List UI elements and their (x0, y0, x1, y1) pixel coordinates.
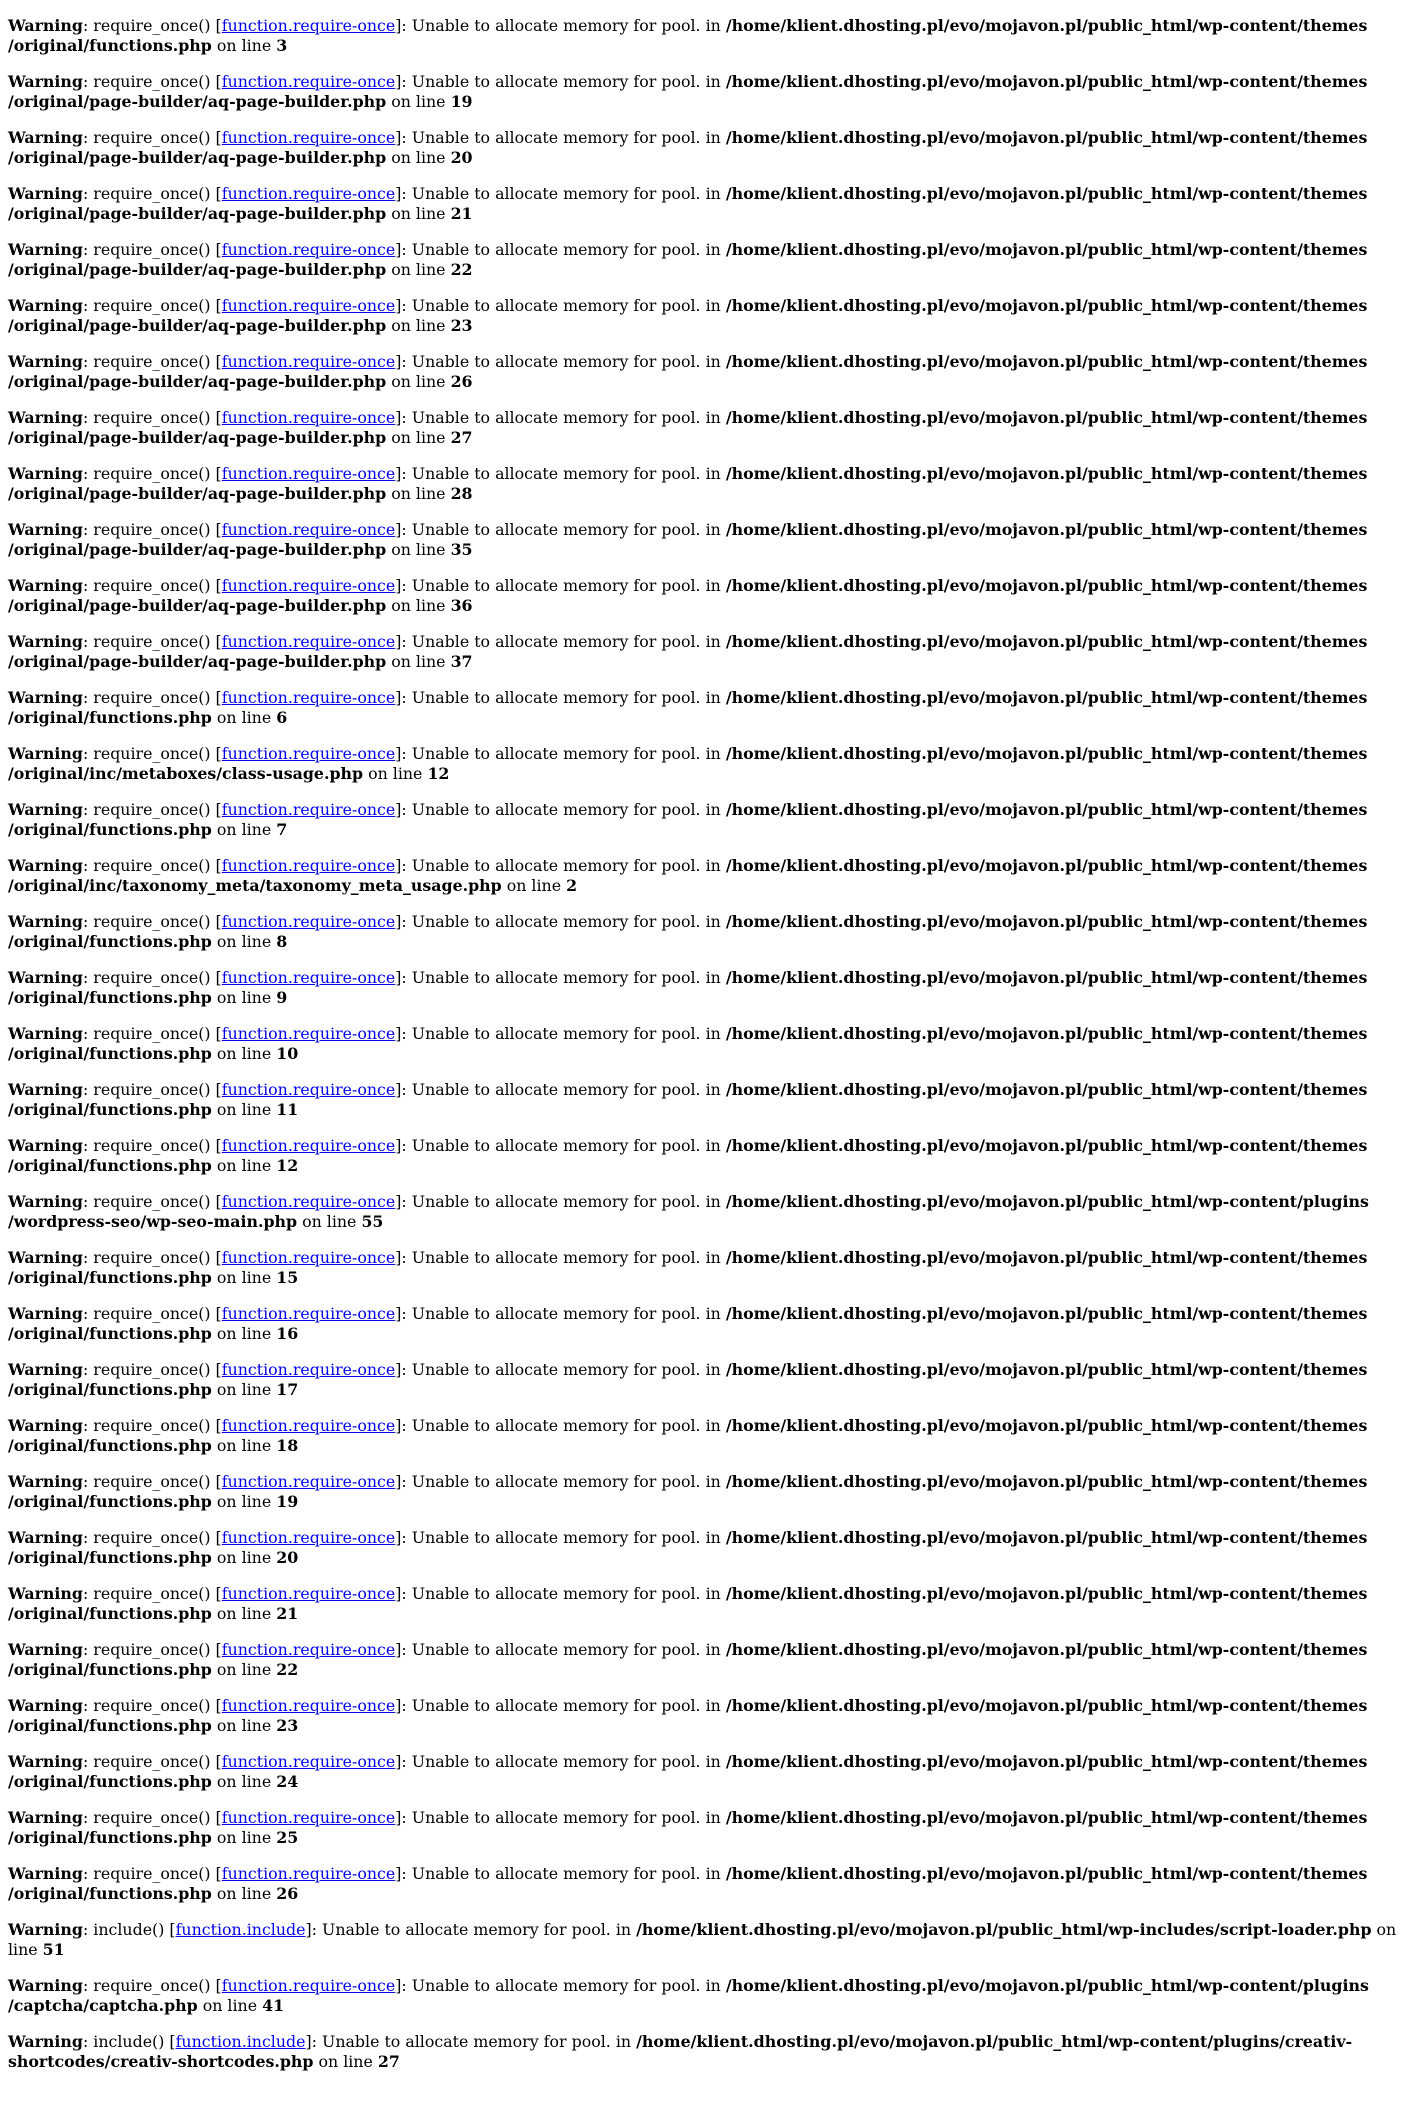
call-text: : require_once() [ (82, 16, 222, 35)
call-text: : require_once() [ (82, 184, 222, 203)
message-text: ]: Unable to allocate memory for pool. in (395, 520, 726, 539)
php-function-doc-link[interactable]: function.require-once (221, 1416, 396, 1435)
warning-label: Warning (8, 632, 83, 651)
message-text: ]: Unable to allocate memory for pool. in (395, 128, 726, 147)
on-line-text: on line (386, 260, 451, 279)
on-line-text: on line (211, 1660, 277, 1679)
message-text: ]: Unable to allocate memory for pool. in (395, 576, 726, 595)
file-path: ​/home​/klient.dhosting.pl​/evo​/mojavon.pl​/public_html​/wp-content​/plugins​/wordpress-seo​/wp-seo-main.php (8, 1192, 1369, 1231)
file-path: ​/home​/klient.dhosting.pl​/evo​/mojavon.pl​/public_html​/wp-content​/themes​/original​/functions.php (8, 1696, 1368, 1735)
line-number: 20 (276, 1548, 299, 1567)
file-path: ​/home​/klient.dhosting.pl​/evo​/mojavon.pl​/public_html​/wp-content​/themes​/original​/functions.php (8, 1024, 1368, 1063)
message-text: ]: Unable to allocate memory for pool. in (395, 352, 726, 371)
on-line-text: on line (211, 1380, 277, 1399)
file-path: ​/home​/klient.dhosting.pl​/evo​/mojavon.pl​/public_html​/wp-content​/themes​/original​/functions.php (8, 1752, 1368, 1791)
file-path: ​/home​/klient.dhosting.pl​/evo​/mojavon.pl​/public_html​/wp-content​/themes​/original​/functions.php (8, 688, 1368, 727)
on-line-text: on line (211, 1772, 277, 1791)
on-line-text: on line (211, 1100, 277, 1119)
warning-label: Warning (8, 128, 83, 147)
php-function-doc-link[interactable]: function.require-once (221, 72, 396, 91)
message-text: ]: Unable to allocate memory for pool. in (395, 968, 726, 987)
line-number: 11 (276, 1100, 299, 1119)
line-number: 15 (276, 1268, 299, 1287)
php-function-doc-link[interactable]: function.require-once (221, 1752, 396, 1771)
call-text: : include() [ (82, 2032, 176, 2051)
php-function-doc-link[interactable]: function.require-once (221, 1528, 396, 1547)
message-text: ]: Unable to allocate memory for pool. in (395, 688, 726, 707)
warning-label: Warning (8, 800, 83, 819)
line-number: 3 (276, 36, 288, 55)
php-warning (8, 1024, 1416, 1064)
warning-label: Warning (8, 2032, 83, 2051)
line-number: 12 (427, 764, 450, 783)
php-function-doc-link[interactable]: function.require-once (221, 464, 396, 483)
line-number: 22 (450, 260, 473, 279)
line-number: 27 (450, 428, 473, 447)
on-line-text: on line (211, 820, 277, 839)
file-path: ​/home​/klient.dhosting.pl​/evo​/mojavon.pl​/public_html​/wp-includes​/script-loader.php (636, 1920, 1372, 1939)
php-warning (8, 632, 1416, 672)
message-text: ]: Unable to allocate memory for pool. in (395, 1696, 726, 1715)
line-number: 25 (276, 1828, 299, 1847)
php-warning (8, 1584, 1416, 1624)
warning-label: Warning (8, 1640, 83, 1659)
message-text: ]: Unable to allocate memory for pool. in (395, 1416, 726, 1435)
file-path: ​/home​/klient.dhosting.pl​/evo​/mojavon.pl​/public_html​/wp-content​/themes​/original​/functions.php (8, 800, 1368, 839)
php-warning (8, 72, 1416, 112)
message-text: ]: Unable to allocate memory for pool. in (395, 1024, 726, 1043)
line-number: 27 (377, 2052, 400, 2071)
php-warning (8, 688, 1416, 728)
line-number: 55 (361, 1212, 384, 1231)
file-path: ​/home​/klient.dhosting.pl​/evo​/mojavon.pl​/public_html​/wp-content​/themes​/original​/functions.php (8, 1472, 1368, 1511)
call-text: : require_once() [ (82, 1696, 222, 1715)
line-number: 19 (276, 1492, 299, 1511)
call-text: : require_once() [ (82, 240, 222, 259)
call-text: : include() [ (82, 1920, 176, 1939)
php-function-doc-link[interactable]: function.require-once (221, 968, 396, 987)
php-warning (8, 1472, 1416, 1512)
file-path: ​/home​/klient.dhosting.pl​/evo​/mojavon.pl​/public_html​/wp-content​/themes​/original​/page-builder​/aq-page-builder.php (8, 352, 1368, 391)
message-text: ]: Unable to allocate memory for pool. in (395, 856, 726, 875)
message-text: ]: Unable to allocate memory for pool. in (395, 1080, 726, 1099)
warning-label: Warning (8, 1136, 83, 1155)
message-text: ]: Unable to allocate memory for pool. in (395, 1864, 726, 1883)
line-number: 8 (276, 932, 288, 951)
file-path: ​/home​/klient.dhosting.pl​/evo​/mojavon.pl​/public_html​/wp-content​/themes​/original​/functions.php (8, 1584, 1368, 1623)
call-text: : require_once() [ (82, 688, 222, 707)
call-text: : require_once() [ (82, 128, 222, 147)
warning-label: Warning (8, 1584, 83, 1603)
php-warning (8, 576, 1416, 616)
file-path: ​/home​/klient.dhosting.pl​/evo​/mojavon.pl​/public_html​/wp-content​/themes​/original​/functions.php (8, 968, 1368, 1007)
call-text: : require_once() [ (82, 800, 222, 819)
warning-label: Warning (8, 856, 83, 875)
php-warning (8, 240, 1416, 280)
on-line-text: on line (211, 1548, 277, 1567)
message-text: ]: Unable to allocate memory for pool. in (395, 912, 726, 931)
on-line-text: on line (8, 1920, 1397, 1959)
call-text: : require_once() [ (82, 464, 222, 483)
php-function-doc-link[interactable]: function.require-once (221, 1360, 396, 1379)
php-warning (8, 296, 1416, 336)
warning-label: Warning (8, 744, 83, 763)
php-warning (8, 912, 1416, 952)
on-line-text: on line (211, 1492, 277, 1511)
on-line-text: on line (211, 1436, 277, 1455)
call-text: : require_once() [ (82, 1080, 222, 1099)
php-function-doc-link[interactable]: function.require-once (221, 408, 396, 427)
call-text: : require_once() [ (82, 1528, 222, 1547)
php-warning (8, 352, 1416, 392)
php-function-doc-link[interactable]: function.require-once (221, 744, 396, 763)
warning-label: Warning (8, 1416, 83, 1435)
call-text: : require_once() [ (82, 1024, 222, 1043)
call-text: : require_once() [ (82, 520, 222, 539)
file-path: ​/home​/klient.dhosting.pl​/evo​/mojavon.pl​/public_html​/wp-content​/themes​/original​/page-builder​/aq-page-builder.php (8, 632, 1368, 671)
warning-label: Warning (8, 1360, 83, 1379)
line-number: 12 (276, 1156, 299, 1175)
php-warning (8, 1696, 1416, 1736)
call-text: : require_once() [ (82, 1248, 222, 1267)
line-number: 37 (450, 652, 473, 671)
php-warning (8, 184, 1416, 224)
message-text: ]: Unable to allocate memory for pool. in (395, 72, 726, 91)
warning-label: Warning (8, 1472, 83, 1491)
php-function-doc-link[interactable]: function.require-once (221, 184, 396, 203)
call-text: : require_once() [ (82, 856, 222, 875)
file-path: ​/home​/klient.dhosting.pl​/evo​/mojavon.pl​/public_html​/wp-content​/themes​/original​/functions.php (8, 1808, 1368, 1847)
warning-label: Warning (8, 1696, 83, 1715)
line-number: 10 (276, 1044, 299, 1063)
call-text: : require_once() [ (82, 744, 222, 763)
php-function-doc-link[interactable]: function.require-once (221, 16, 396, 35)
message-text: ]: Unable to allocate memory for pool. in (395, 240, 726, 259)
file-path: ​/home​/klient.dhosting.pl​/evo​/mojavon.pl​/public_html​/wp-content​/themes​/original​/functions.php (8, 1304, 1368, 1343)
warning-label: Warning (8, 1808, 83, 1827)
php-warning (8, 408, 1416, 448)
line-number: 17 (276, 1380, 299, 1399)
warning-label: Warning (8, 240, 83, 259)
on-line-text: on line (197, 1996, 263, 2015)
warning-label: Warning (8, 1752, 83, 1771)
line-number: 35 (450, 540, 473, 559)
line-number: 41 (262, 1996, 285, 2015)
message-text: ]: Unable to allocate memory for pool. in (395, 296, 726, 315)
file-path: ​/home​/klient.dhosting.pl​/evo​/mojavon.pl​/public_html​/wp-content​/plugins​/creativ-shortcodes​/creativ-shortcodes.php (8, 2032, 1353, 2071)
on-line-text: on line (501, 876, 567, 895)
message-text: ]: Unable to allocate memory for pool. in (395, 184, 726, 203)
warning-list (8, 16, 1416, 2072)
line-number: 7 (276, 820, 288, 839)
warning-label: Warning (8, 688, 83, 707)
line-number: 51 (42, 1940, 65, 1959)
on-line-text: on line (211, 988, 277, 1007)
php-function-doc-link[interactable]: function.require-once (221, 1472, 396, 1491)
on-line-text: on line (386, 428, 451, 447)
call-text: : require_once() [ (82, 72, 222, 91)
file-path: ​/home​/klient.dhosting.pl​/evo​/mojavon.pl​/public_html​/wp-content​/themes​/original​/functions.php (8, 1528, 1368, 1567)
file-path: ​/home​/klient.dhosting.pl​/evo​/mojavon.pl​/public_html​/wp-content​/themes​/original​/page-builder​/aq-page-builder.php (8, 520, 1368, 559)
php-function-doc-link[interactable]: function.require-once (221, 688, 396, 707)
message-text: ]: Unable to allocate memory for pool. in (395, 1304, 726, 1323)
line-number: 23 (450, 316, 473, 335)
call-text: : require_once() [ (82, 1864, 222, 1883)
call-text: : require_once() [ (82, 1472, 222, 1491)
php-warning (8, 520, 1416, 560)
line-number: 21 (276, 1604, 299, 1623)
php-warning (8, 1416, 1416, 1456)
php-warning (8, 2032, 1416, 2072)
message-text: ]: Unable to allocate memory for pool. in (395, 1640, 726, 1659)
php-warning (8, 1080, 1416, 1120)
message-text: ]: Unable to allocate memory for pool. in (395, 1360, 726, 1379)
php-warning (8, 1136, 1416, 1176)
line-number: 20 (450, 148, 473, 167)
php-function-doc-link[interactable]: function.require-once (221, 128, 396, 147)
file-path: ​/home​/klient.dhosting.pl​/evo​/mojavon.pl​/public_html​/wp-content​/themes​/original​/page-builder​/aq-page-builder.php (8, 408, 1368, 447)
line-number: 19 (450, 92, 473, 111)
warning-label: Warning (8, 1080, 83, 1099)
php-warning (8, 1752, 1416, 1792)
on-line-text: on line (211, 932, 277, 951)
php-warning (8, 1248, 1416, 1288)
on-line-text: on line (211, 708, 277, 727)
call-text: : require_once() [ (82, 1360, 222, 1379)
line-number: 26 (450, 372, 473, 391)
php-function-doc-link[interactable]: function.require-once (221, 800, 396, 819)
line-number: 22 (276, 1660, 299, 1679)
php-warning (8, 1808, 1416, 1848)
php-function-doc-link[interactable]: function.require-once (221, 520, 396, 539)
file-path: ​/home​/klient.dhosting.pl​/evo​/mojavon.pl​/public_html​/wp-content​/themes​/original​/functions.php (8, 912, 1368, 951)
warning-label: Warning (8, 72, 83, 91)
on-line-text: on line (211, 1828, 277, 1847)
warning-label: Warning (8, 1528, 83, 1547)
warning-label: Warning (8, 1864, 83, 1883)
on-line-text: on line (386, 484, 451, 503)
warning-label: Warning (8, 1024, 83, 1043)
message-text: ]: Unable to allocate memory for pool. in (395, 1976, 726, 1995)
call-text: : require_once() [ (82, 576, 222, 595)
php-warning (8, 1640, 1416, 1680)
call-text: : require_once() [ (82, 968, 222, 987)
php-function-doc-link[interactable]: function.require-once (221, 1976, 396, 1995)
php-function-doc-link[interactable]: function.require-once (221, 296, 396, 315)
on-line-text: on line (211, 1884, 277, 1903)
php-function-doc-link[interactable]: function.require-once (221, 1640, 396, 1659)
message-text: ]: Unable to allocate memory for pool. in (395, 464, 726, 483)
on-line-text: on line (211, 1716, 277, 1735)
file-path: ​/home​/klient.dhosting.pl​/evo​/mojavon.pl​/public_html​/wp-content​/themes​/original​/inc​/metaboxes​/class-usage.php (8, 744, 1368, 783)
file-path: ​/home​/klient.dhosting.pl​/evo​/mojavon.pl​/public_html​/wp-content​/themes​/original​/page-builder​/aq-page-builder.php (8, 128, 1368, 167)
on-line-text: on line (363, 764, 428, 783)
line-number: 2 (566, 876, 578, 895)
call-text: : require_once() [ (82, 1640, 222, 1659)
on-line-text: on line (386, 652, 451, 671)
php-warning (8, 464, 1416, 504)
php-warning (8, 1920, 1416, 1960)
message-text: ]: Unable to allocate memory for pool. in (395, 1192, 726, 1211)
php-function-doc-link[interactable]: function.require-once (221, 352, 396, 371)
message-text: ]: Unable to allocate memory for pool. in (395, 1136, 726, 1155)
line-number: 6 (276, 708, 288, 727)
file-path: ​/home​/klient.dhosting.pl​/evo​/mojavon.pl​/public_html​/wp-content​/themes​/original​/functions.php (8, 16, 1368, 55)
on-line-text: on line (211, 1324, 277, 1343)
message-text: ]: Unable to allocate memory for pool. in (305, 2032, 637, 2051)
file-path: ​/home​/klient.dhosting.pl​/evo​/mojavon.pl​/public_html​/wp-content​/themes​/original​/functions.php (8, 1360, 1368, 1399)
call-text: : require_once() [ (82, 1808, 222, 1827)
message-text: ]: Unable to allocate memory for pool. in (305, 1920, 637, 1939)
php-warning (8, 16, 1416, 56)
line-number: 16 (276, 1324, 299, 1343)
on-line-text: on line (386, 596, 451, 615)
on-line-text: on line (386, 316, 451, 335)
php-function-doc-link[interactable]: function.include (175, 2032, 306, 2051)
message-text: ]: Unable to allocate memory for pool. in (395, 632, 726, 651)
php-function-doc-link[interactable]: function.require-once (221, 1584, 396, 1603)
on-line-text: on line (211, 1604, 277, 1623)
php-function-doc-link[interactable]: function.require-once (221, 856, 396, 875)
php-function-doc-link[interactable]: function.require-once (221, 912, 396, 931)
message-text: ]: Unable to allocate memory for pool. in (395, 744, 726, 763)
file-path: ​/home​/klient.dhosting.pl​/evo​/mojavon.pl​/public_html​/wp-content​/themes​/original​/inc​/taxonomy_meta​/taxonomy_meta_usage.php (8, 856, 1368, 895)
php-warning (8, 744, 1416, 784)
php-function-doc-link[interactable]: function.require-once (221, 1696, 396, 1715)
warning-label: Warning (8, 912, 83, 931)
warning-label: Warning (8, 352, 83, 371)
line-number: 28 (450, 484, 473, 503)
php-function-doc-link[interactable]: function.require-once (221, 1864, 396, 1883)
line-number: 9 (276, 988, 288, 1007)
file-path: ​/home​/klient.dhosting.pl​/evo​/mojavon.pl​/public_html​/wp-content​/themes​/original​/page-builder​/aq-page-builder.php (8, 464, 1368, 503)
file-path: ​/home​/klient.dhosting.pl​/evo​/mojavon.pl​/public_html​/wp-content​/themes​/original​/functions.php (8, 1640, 1368, 1679)
on-line-text: on line (211, 1268, 277, 1287)
on-line-text: on line (386, 540, 451, 559)
line-number: 24 (276, 1772, 299, 1791)
on-line-text: on line (211, 1044, 277, 1063)
php-warning (8, 1976, 1416, 2016)
file-path: ​/home​/klient.dhosting.pl​/evo​/mojavon.pl​/public_html​/wp-content​/themes​/original​/page-builder​/aq-page-builder.php (8, 576, 1368, 615)
message-text: ]: Unable to allocate memory for pool. in (395, 1472, 726, 1491)
on-line-text: on line (386, 204, 451, 223)
message-text: ]: Unable to allocate memory for pool. in (395, 800, 726, 819)
php-warning (8, 1864, 1416, 1904)
php-warning (8, 1304, 1416, 1344)
call-text: : require_once() [ (82, 1752, 222, 1771)
on-line-text: on line (211, 1156, 277, 1175)
file-path: ​/home​/klient.dhosting.pl​/evo​/mojavon.pl​/public_html​/wp-content​/themes​/original​/functions.php (8, 1248, 1368, 1287)
file-path: ​/home​/klient.dhosting.pl​/evo​/mojavon.pl​/public_html​/wp-content​/themes​/original​/functions.php (8, 1864, 1368, 1903)
file-path: ​/home​/klient.dhosting.pl​/evo​/mojavon.pl​/public_html​/wp-content​/themes​/original​/page-builder​/aq-page-builder.php (8, 184, 1368, 223)
php-function-doc-link[interactable]: function.require-once (221, 1024, 396, 1043)
call-text: : require_once() [ (82, 296, 222, 315)
on-line-text: on line (297, 1212, 362, 1231)
warning-label: Warning (8, 408, 83, 427)
warning-label: Warning (8, 968, 83, 987)
message-text: ]: Unable to allocate memory for pool. in (395, 1528, 726, 1547)
on-line-text: on line (386, 92, 451, 111)
call-text: : require_once() [ (82, 1192, 222, 1211)
call-text: : require_once() [ (82, 352, 222, 371)
call-text: : require_once() [ (82, 408, 222, 427)
php-function-doc-link[interactable]: function.require-once (221, 240, 396, 259)
line-number: 36 (450, 596, 473, 615)
call-text: : require_once() [ (82, 1136, 222, 1155)
warning-label: Warning (8, 1976, 83, 1995)
file-path: ​/home​/klient.dhosting.pl​/evo​/mojavon.pl​/public_html​/wp-content​/themes​/original​/page-builder​/aq-page-builder.php (8, 72, 1368, 111)
php-function-doc-link[interactable]: function.require-once (221, 1192, 396, 1211)
file-path: ​/home​/klient.dhosting.pl​/evo​/mojavon.pl​/public_html​/wp-content​/themes​/original​/functions.php (8, 1080, 1368, 1119)
line-number: 23 (276, 1716, 299, 1735)
warning-label: Warning (8, 464, 83, 483)
php-function-doc-link[interactable]: function.require-once (221, 1808, 396, 1827)
php-function-doc-link[interactable]: function.include (175, 1920, 306, 1939)
warning-label: Warning (8, 16, 83, 35)
file-path: ​/home​/klient.dhosting.pl​/evo​/mojavon.pl​/public_html​/wp-content​/plugins​/captcha​/captcha.php (8, 1976, 1369, 2015)
call-text: : require_once() [ (82, 1304, 222, 1323)
message-text: ]: Unable to allocate memory for pool. in (395, 408, 726, 427)
php-warning (8, 1360, 1416, 1400)
on-line-text: on line (386, 148, 451, 167)
php-warning (8, 856, 1416, 896)
message-text: ]: Unable to allocate memory for pool. in (395, 1808, 726, 1827)
php-warning (8, 1528, 1416, 1568)
line-number: 26 (276, 1884, 299, 1903)
call-text: : require_once() [ (82, 912, 222, 931)
file-path: ​/home​/klient.dhosting.pl​/evo​/mojavon.pl​/public_html​/wp-content​/themes​/original​/page-builder​/aq-page-builder.php (8, 296, 1368, 335)
warning-label: Warning (8, 520, 83, 539)
php-warning (8, 1192, 1416, 1232)
message-text: ]: Unable to allocate memory for pool. in (395, 1584, 726, 1603)
line-number: 18 (276, 1436, 299, 1455)
warning-label: Warning (8, 576, 83, 595)
warning-label: Warning (8, 1304, 83, 1323)
warning-label: Warning (8, 184, 83, 203)
call-text: : require_once() [ (82, 1584, 222, 1603)
php-warning (8, 968, 1416, 1008)
file-path: ​/home​/klient.dhosting.pl​/evo​/mojavon.pl​/public_html​/wp-content​/themes​/original​/page-builder​/aq-page-builder.php (8, 240, 1368, 279)
on-line-text: on line (313, 2052, 378, 2071)
php-function-doc-link[interactable]: function.require-once (221, 1248, 396, 1267)
php-function-doc-link[interactable]: function.require-once (221, 1136, 396, 1155)
on-line-text: on line (211, 36, 277, 55)
warning-label: Warning (8, 1920, 83, 1939)
warning-label: Warning (8, 1248, 83, 1267)
call-text: : require_once() [ (82, 1976, 222, 1995)
message-text: ]: Unable to allocate memory for pool. in (395, 16, 726, 35)
php-function-doc-link[interactable]: function.require-once (221, 632, 396, 651)
php-warning (8, 800, 1416, 840)
message-text: ]: Unable to allocate memory for pool. in (395, 1752, 726, 1771)
php-function-doc-link[interactable]: function.require-once (221, 1080, 396, 1099)
warning-label: Warning (8, 296, 83, 315)
line-number: 21 (450, 204, 473, 223)
file-path: ​/home​/klient.dhosting.pl​/evo​/mojavon.pl​/public_html​/wp-content​/themes​/original​/functions.php (8, 1136, 1368, 1175)
warning-label: Warning (8, 1192, 83, 1211)
message-text: ]: Unable to allocate memory for pool. in (395, 1248, 726, 1267)
call-text: : require_once() [ (82, 632, 222, 651)
php-function-doc-link[interactable]: function.require-once (221, 1304, 396, 1323)
file-path: ​/home​/klient.dhosting.pl​/evo​/mojavon.pl​/public_html​/wp-content​/themes​/original​/functions.php (8, 1416, 1368, 1455)
php-warning (8, 128, 1416, 168)
php-function-doc-link[interactable]: function.require-once (221, 576, 396, 595)
call-text: : require_once() [ (82, 1416, 222, 1435)
on-line-text: on line (386, 372, 451, 391)
